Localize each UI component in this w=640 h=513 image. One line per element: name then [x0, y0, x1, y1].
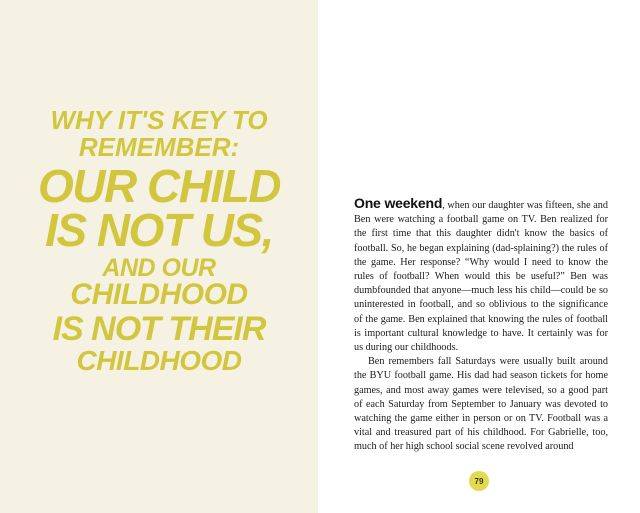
- pull-quote-headline: [0, 105, 318, 376]
- headline-line-5: AND OUR: [102, 254, 216, 283]
- headline-line-4: IS NOT US,: [45, 204, 273, 257]
- paragraph-1-text: , when our daughter was fifteen, she and Ben were watching a football game on TV. Ben realized for the first time that this daughter didn't know the basics of football. So, he began explaining (dad-splaining?) the rules of the game. Her response? “Why would I need to know the rules of football? When would this be useful?” Ben was dumbfounded that anyone—much less his child—could be so uninterested in football, and so oblivious to the significance of the game. Ben explained that knowing the rules of football is important cultural knowledge to have. It certainly was for us during our childhoods.: [354, 200, 608, 354]
- lead-in-text: One weekend: [354, 195, 443, 211]
- headline-line-6: CHILDHOOD: [70, 278, 248, 312]
- body-text-column: [354, 196, 608, 455]
- paragraph-2: Ben remembers fall Saturdays were usually built around the BYU football game. His dad had season tickets for home games, and most away games were televised, so a good part of each Saturday from September to January was devoted to watching the game either in person or on TV. Football was a vital and treasured part of his childhood. For Gabrielle, too, much of her high school social scene revolved around: [354, 356, 608, 453]
- headline-line-2: REMEMBER:: [78, 131, 240, 162]
- left-page: [0, 0, 318, 513]
- paragraph-1: [354, 196, 608, 355]
- headline-line-8: CHILDHOOD: [76, 344, 242, 376]
- headline-line-1: WHY IT'S KEY TO: [50, 105, 268, 135]
- page-number-badge: 79: [469, 471, 489, 491]
- headline-line-3: OUR CHILD: [37, 159, 281, 212]
- headline-line-7: IS NOT THEIR: [52, 310, 266, 349]
- right-page: [318, 0, 640, 513]
